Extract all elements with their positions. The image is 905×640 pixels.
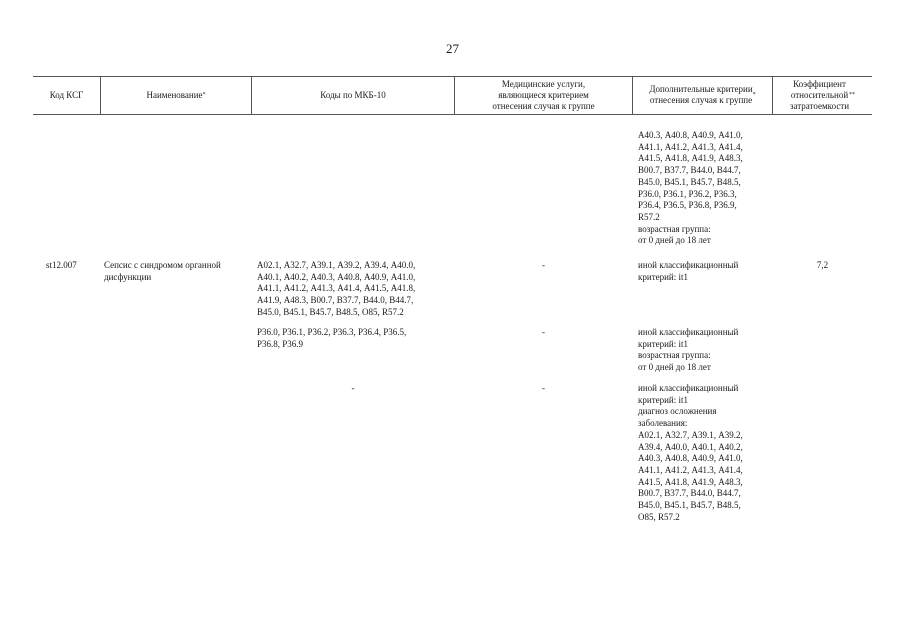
header-name: Наименование * xyxy=(146,89,206,100)
mkb-codes-cell: - xyxy=(351,383,355,393)
header-coef-label: Коэффициент относительной затратоемкости xyxy=(789,78,850,111)
criteria-cell: иной классификационный критерий: it1 возрастная группа: от 0 дней до 18 лет xyxy=(638,327,739,373)
criteria-cell: иной классификационный критерий: it1 xyxy=(638,260,739,282)
services-cell: - xyxy=(542,260,545,270)
header-services xyxy=(455,76,632,114)
coefficient-cell: 7,2 xyxy=(816,260,829,270)
header-coef: Коэффициент относительной затратоемкости ** xyxy=(789,78,856,111)
ksg-name-cell: Сепсис с синдромом органной дисфункции xyxy=(104,260,221,282)
header-name-label: Наименование xyxy=(146,89,203,100)
criteria-cell: А40.3, А40.8, А40.9, А41.0, А41.1, А41.2, А41.3, А41.4, А41.5, А41.8, А41.9, А48.3, В00.7, В37.7, В44.0, В44.7, В45.0, В45.1, В45.7, В48.5, Р36.0, Р36.1, Р36.2, Р36.3, Р36.4, Р36.5, Р36.8, Р36.9, R57.2 возрастная группа: от 0 дней до 18 лет xyxy=(638,130,743,246)
mkb-codes-cell: А02.1, А32.7, А39.1, А39.2, А39.4, А40.0, А40.1, А40.2, А40.3, А40.8, А40.9, А41.0, А41.1, А41.2, А41.3, А41.4, А41.5, А41.8, А41.9, А48.3, В00.7, В37.7, В44.0, В44.7, В45.0, В45.1, В45.7, В48.5, О85, R57.2 xyxy=(257,260,416,317)
header-mkb-label: Коды по МКБ-10 xyxy=(320,89,386,100)
header-code xyxy=(33,76,100,114)
header-code-label: Код КСГ xyxy=(49,89,84,100)
header-bottom-rule xyxy=(33,114,872,115)
mkb-codes-cell: Р36.0, Р36.1, Р36.2, Р36.3, Р36.4, Р36.5, Р36.8, Р36.9 xyxy=(257,327,407,349)
criteria-cell: иной классификационный критерий: it1 диагноз осложнения заболевания: А02.1, А32.7, А39.1, А39.2, А39.4, А40.0, А40.1, А40.2, А40.3, А40.8, А40.9, А41.0, А41.1, А41.2, А41.3, А41.4, А41.5, А41.8, А41.9, А48.3, В00.7, В37.7, В44.0, В44.7, В45.0, В45.1, В45.7, В48.5, О85, R57.2 xyxy=(638,383,743,522)
page-number: 27 xyxy=(446,41,459,56)
header-services-label: Медицинские услуги, являющиеся критерием отнесения случая к группе xyxy=(492,78,595,111)
services-cell: - xyxy=(542,383,545,393)
ksg-code-cell: st12.007 xyxy=(46,260,77,270)
header-criteria-label: Дополнительные критерии отнесения случая к группе xyxy=(649,84,753,105)
header-mkb xyxy=(252,76,454,114)
services-cell: - xyxy=(542,327,545,337)
header-criteria: Дополнительные критерии отнесения случая к группе * xyxy=(649,84,756,105)
